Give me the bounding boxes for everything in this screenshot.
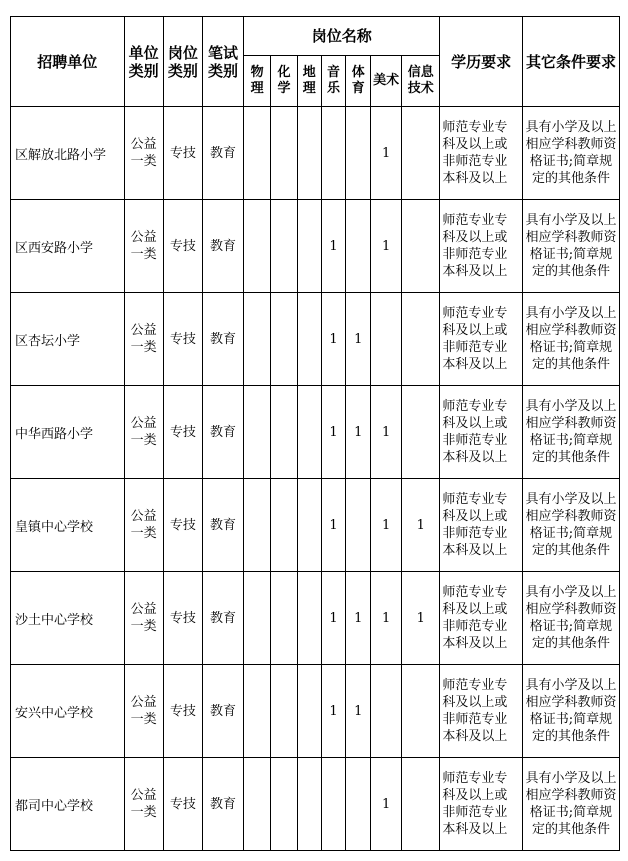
post-it-cell — [402, 200, 440, 293]
post-music-cell: 1 — [321, 572, 346, 665]
post-geography-cell — [297, 758, 321, 851]
post-it-cell: 1 — [402, 479, 440, 572]
post-music-cell — [321, 107, 346, 200]
unit-type-cell: 公益一类 — [124, 758, 163, 851]
post-art-cell: 1 — [371, 479, 402, 572]
education-cell: 师范专业专科及以上或非师范专业本科及以上 — [440, 479, 523, 572]
post-chemistry-cell — [271, 665, 298, 758]
recruitment-table — [10, 16, 620, 851]
exam-type-cell: 教育 — [202, 200, 243, 293]
unit-cell: 区杏坛小学 — [11, 293, 125, 386]
post-pe-cell — [346, 200, 371, 293]
post-geography-cell — [297, 107, 321, 200]
other-conditions-cell: 具有小学及以上相应学科教师资格证书;简章规定的其他条件 — [522, 665, 619, 758]
header-education: 学历要求 — [440, 17, 523, 107]
post-it-cell: 1 — [402, 572, 440, 665]
table-body — [11, 107, 620, 851]
exam-type-cell: 教育 — [202, 107, 243, 200]
post-art-cell — [371, 665, 402, 758]
post-type-cell: 专技 — [163, 572, 202, 665]
header-post-pe: 体育 — [346, 56, 371, 107]
other-conditions-cell: 具有小学及以上相应学科教师资格证书;简章规定的其他条件 — [522, 107, 619, 200]
unit-type-cell: 公益一类 — [124, 665, 163, 758]
unit-cell: 安兴中心学校 — [11, 665, 125, 758]
header-unit: 招聘单位 — [11, 17, 125, 107]
other-conditions-cell: 具有小学及以上相应学科教师资格证书;简章规定的其他条件 — [522, 758, 619, 851]
post-music-cell — [321, 758, 346, 851]
unit-cell: 皇镇中心学校 — [11, 479, 125, 572]
post-chemistry-cell — [271, 758, 298, 851]
other-conditions-cell: 具有小学及以上相应学科教师资格证书;简章规定的其他条件 — [522, 479, 619, 572]
header-other: 其它条件要求 — [522, 17, 619, 107]
header-unit-type: 单位类别 — [124, 17, 163, 107]
post-chemistry-cell — [271, 386, 298, 479]
post-physics-cell — [244, 758, 271, 851]
education-cell: 师范专业专科及以上或非师范专业本科及以上 — [440, 572, 523, 665]
post-art-cell: 1 — [371, 386, 402, 479]
other-conditions-cell: 具有小学及以上相应学科教师资格证书;简章规定的其他条件 — [522, 200, 619, 293]
post-pe-cell — [346, 107, 371, 200]
unit-type-cell: 公益一类 — [124, 386, 163, 479]
post-art-cell: 1 — [371, 200, 402, 293]
post-physics-cell — [244, 107, 271, 200]
exam-type-cell: 教育 — [202, 572, 243, 665]
post-pe-cell: 1 — [346, 572, 371, 665]
education-cell: 师范专业专科及以上或非师范专业本科及以上 — [440, 293, 523, 386]
post-physics-cell — [244, 665, 271, 758]
table-row — [11, 107, 620, 200]
post-music-cell: 1 — [321, 200, 346, 293]
unit-cell: 区西安路小学 — [11, 200, 125, 293]
header-post-chemistry: 化学 — [271, 56, 298, 107]
table-row — [11, 200, 620, 293]
post-art-cell: 1 — [371, 572, 402, 665]
education-cell: 师范专业专科及以上或非师范专业本科及以上 — [440, 758, 523, 851]
post-art-cell — [371, 293, 402, 386]
header-post-type: 岗位类别 — [163, 17, 202, 107]
header-post-name: 岗位名称 — [244, 17, 440, 56]
post-art-cell: 1 — [371, 107, 402, 200]
unit-type-cell: 公益一类 — [124, 107, 163, 200]
post-type-cell: 专技 — [163, 293, 202, 386]
post-it-cell — [402, 665, 440, 758]
post-music-cell: 1 — [321, 293, 346, 386]
post-pe-cell: 1 — [346, 665, 371, 758]
unit-cell: 区解放北路小学 — [11, 107, 125, 200]
post-physics-cell — [244, 386, 271, 479]
post-chemistry-cell — [271, 293, 298, 386]
post-type-cell: 专技 — [163, 665, 202, 758]
post-geography-cell — [297, 200, 321, 293]
post-physics-cell — [244, 200, 271, 293]
post-geography-cell — [297, 479, 321, 572]
post-geography-cell — [297, 665, 321, 758]
table-row — [11, 479, 620, 572]
unit-cell: 都司中心学校 — [11, 758, 125, 851]
header-post-it: 信息技术 — [402, 56, 440, 107]
post-it-cell — [402, 293, 440, 386]
exam-type-cell: 教育 — [202, 665, 243, 758]
post-physics-cell — [244, 293, 271, 386]
education-cell: 师范专业专科及以上或非师范专业本科及以上 — [440, 107, 523, 200]
post-art-cell: 1 — [371, 758, 402, 851]
unit-cell: 沙土中心学校 — [11, 572, 125, 665]
post-pe-cell — [346, 758, 371, 851]
post-chemistry-cell — [271, 572, 298, 665]
unit-type-cell: 公益一类 — [124, 293, 163, 386]
post-pe-cell — [346, 479, 371, 572]
exam-type-cell: 教育 — [202, 479, 243, 572]
post-physics-cell — [244, 572, 271, 665]
post-chemistry-cell — [271, 107, 298, 200]
header-post-physics: 物理 — [244, 56, 271, 107]
post-chemistry-cell — [271, 200, 298, 293]
other-conditions-cell: 具有小学及以上相应学科教师资格证书;简章规定的其他条件 — [522, 572, 619, 665]
education-cell: 师范专业专科及以上或非师范专业本科及以上 — [440, 665, 523, 758]
post-geography-cell — [297, 572, 321, 665]
header-post-art: 美术 — [371, 56, 402, 107]
post-chemistry-cell — [271, 479, 298, 572]
post-it-cell — [402, 107, 440, 200]
unit-type-cell: 公益一类 — [124, 200, 163, 293]
post-type-cell: 专技 — [163, 758, 202, 851]
post-type-cell: 专技 — [163, 107, 202, 200]
post-geography-cell — [297, 293, 321, 386]
post-pe-cell: 1 — [346, 293, 371, 386]
unit-cell: 中华西路小学 — [11, 386, 125, 479]
other-conditions-cell: 具有小学及以上相应学科教师资格证书;简章规定的其他条件 — [522, 293, 619, 386]
header-row-top — [11, 17, 620, 56]
post-it-cell — [402, 386, 440, 479]
education-cell: 师范专业专科及以上或非师范专业本科及以上 — [440, 200, 523, 293]
header-post-music: 音乐 — [321, 56, 346, 107]
post-it-cell — [402, 758, 440, 851]
table-row — [11, 665, 620, 758]
unit-type-cell: 公益一类 — [124, 479, 163, 572]
table-row — [11, 386, 620, 479]
other-conditions-cell: 具有小学及以上相应学科教师资格证书;简章规定的其他条件 — [522, 386, 619, 479]
table-row — [11, 758, 620, 851]
header-exam-type: 笔试类别 — [202, 17, 243, 107]
post-music-cell: 1 — [321, 479, 346, 572]
table-row — [11, 572, 620, 665]
post-type-cell: 专技 — [163, 386, 202, 479]
exam-type-cell: 教育 — [202, 293, 243, 386]
post-music-cell: 1 — [321, 665, 346, 758]
education-cell: 师范专业专科及以上或非师范专业本科及以上 — [440, 386, 523, 479]
post-type-cell: 专技 — [163, 479, 202, 572]
exam-type-cell: 教育 — [202, 758, 243, 851]
post-pe-cell: 1 — [346, 386, 371, 479]
post-music-cell: 1 — [321, 386, 346, 479]
exam-type-cell: 教育 — [202, 386, 243, 479]
header-post-geography: 地理 — [297, 56, 321, 107]
unit-type-cell: 公益一类 — [124, 572, 163, 665]
post-type-cell: 专技 — [163, 200, 202, 293]
post-geography-cell — [297, 386, 321, 479]
table-row — [11, 293, 620, 386]
post-physics-cell — [244, 479, 271, 572]
